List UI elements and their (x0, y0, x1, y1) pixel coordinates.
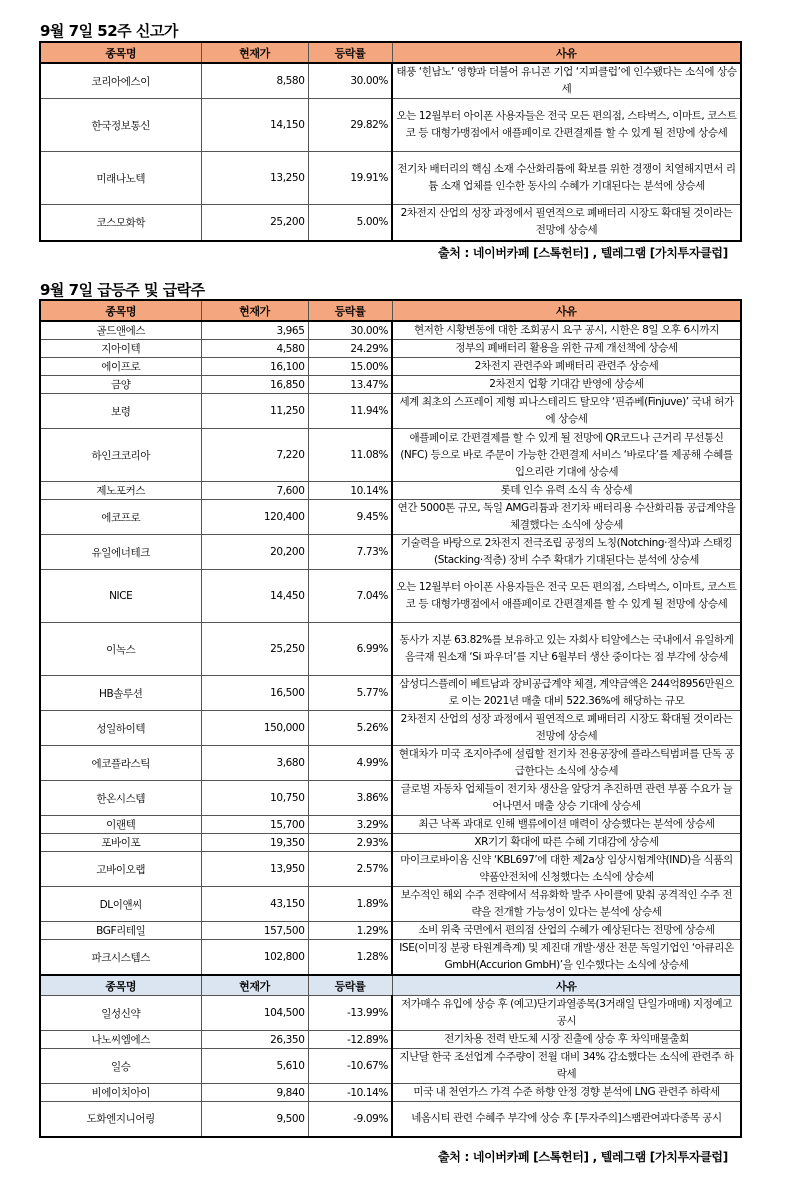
stock-price: 13,250 (201, 152, 308, 205)
stock-name: 에코프로 (40, 500, 201, 535)
stock-price: 13,950 (201, 852, 308, 887)
high52-table (39, 41, 742, 242)
table-row (40, 429, 741, 482)
col-header-price: 현재가 (201, 42, 308, 63)
stock-reason: 롯데 인수 유력 소식 속 상승세 (392, 482, 741, 500)
stock-change: -12.89% (308, 1031, 392, 1049)
stock-change: 11.08% (308, 429, 392, 482)
stock-name: 고바이오랩 (40, 852, 201, 887)
stock-change: 19.91% (308, 152, 392, 205)
stock-reason: 연간 5000톤 규모, 독일 AMG리튬과 전기차 배터리용 수산화리튬 공급계약을 체결했다는 소식에 상승세 (392, 500, 741, 535)
stock-reason: 글로벌 자동차 업체들이 전기차 생산을 앞당겨 추진하면 관련 부품 수요가 늘어나면서 매출 상승 기대에 상승세 (392, 781, 741, 816)
table-row (40, 570, 741, 623)
table-row (40, 394, 741, 429)
stock-change: 1.28% (308, 940, 392, 976)
stock-price: 150,000 (201, 711, 308, 746)
table-row (40, 63, 741, 99)
table-row (40, 623, 741, 676)
stock-change: 6.99% (308, 623, 392, 676)
table-row (40, 99, 741, 152)
stock-change: 15.00% (308, 358, 392, 376)
stock-price: 5,610 (201, 1049, 308, 1084)
stock-change: 30.00% (308, 63, 392, 99)
stock-change: 5.77% (308, 676, 392, 711)
table-row (40, 940, 741, 976)
stock-reason: 현대차가 미국 조지아주에 설립할 전기차 전용공장에 플라스틱범퍼를 단독 공급한다는 소식에 상승세 (392, 746, 741, 781)
stock-reason: 보수적인 해외 수주 전략에서 석유화학 발주 사이클에 맞춰 공격적인 수주 전략을 전개할 가능성이 있다는 분석에 상승세 (392, 887, 741, 922)
stock-reason: 2차전지 산업의 성장 과정에서 필연적으로 폐배터리 시장도 확대될 것이라는 전망에 상승세 (392, 711, 741, 746)
stock-price: 26,350 (201, 1031, 308, 1049)
stock-change: 29.82% (308, 99, 392, 152)
stock-price: 25,250 (201, 623, 308, 676)
stock-name: 이녹스 (40, 623, 201, 676)
table-row (40, 781, 741, 816)
stock-name: 코리아에스이 (40, 63, 201, 99)
col-header-price: 현재가 (201, 975, 308, 996)
table-row (40, 922, 741, 940)
stock-reason: 소비 위축 국면에서 편의점 산업의 수혜가 예상된다는 전망에 상승세 (392, 922, 741, 940)
stock-change: 24.29% (308, 340, 392, 358)
stock-price: 102,800 (201, 940, 308, 976)
stock-reason: 지난달 한국 조선업계 수주량이 전월 대비 34% 감소했다는 소식에 관련주 하락세 (392, 1049, 741, 1084)
stock-change: 10.14% (308, 482, 392, 500)
col-header-reason: 사유 (392, 300, 741, 321)
table-row (40, 746, 741, 781)
stock-change: 4.99% (308, 746, 392, 781)
stock-name: 한국정보통신 (40, 99, 201, 152)
stock-price: 11,250 (201, 394, 308, 429)
stock-reason: 전기차용 전력 반도체 시장 진출에 상승 후 차익매물출회 (392, 1031, 741, 1049)
stock-reason: 최근 낙폭 과대로 인해 밸류에이션 매력이 상승했다는 분석에 상승세 (392, 816, 741, 834)
stock-reason: 저가매수 유입에 상승 후 (예고)단기과열종목(3거래일 단일가매매) 지정예고 공시 (392, 996, 741, 1031)
stock-change: -10.14% (308, 1084, 392, 1102)
stock-name: 에코플라스틱 (40, 746, 201, 781)
stock-price: 14,450 (201, 570, 308, 623)
stock-change: 7.04% (308, 570, 392, 623)
col-header-change: 등락률 (308, 42, 392, 63)
stock-name: BGF리테일 (40, 922, 201, 940)
stock-name: 하인크코리아 (40, 429, 201, 482)
movers-source: 출처 : 네이버카페 [스톡헌터] , 텔레그램 [가치투자클럽] (438, 1150, 728, 1164)
stock-reason: 태풍 ‘힌남노’ 영향과 더불어 유니콘 기업 ‘지피클럽’에 인수됐다는 소식에 상승세 (392, 63, 741, 99)
stock-name: 금양 (40, 376, 201, 394)
table-row (40, 500, 741, 535)
table-row (40, 676, 741, 711)
stock-price: 7,600 (201, 482, 308, 500)
stock-reason: 기술력을 바탕으로 2차전지 전극조립 공정의 노칭(Notching·절삭)과 스태킹(Stacking·적층) 장비 수주 확대가 기대된다는 분석에 상승세 (392, 535, 741, 570)
stock-reason: 미국 내 천연가스 가격 수준 하향 안정 경향 분석에 LNG 관련주 하락세 (392, 1084, 741, 1102)
stock-reason: 세계 최초의 스프레이 제형 피나스테리드 탈모약 ‘핀쥬베(Finjuve)’ 국내 허가에 상승세 (392, 394, 741, 429)
stock-reason: 애플페이로 간편결제를 할 수 있게 될 전망에 QR코드나 근거리 무선통신(NFC) 등으로 바로 주문이 가능한 간편결제 서비스 ‘바로다’를 제공해 수혜를 입으리란 기대에 상승세 (392, 429, 741, 482)
movers-down-header-row (40, 975, 741, 996)
stock-change: 1.29% (308, 922, 392, 940)
stock-change: 5.00% (308, 205, 392, 241)
stock-price: 16,500 (201, 676, 308, 711)
stock-name: 성일하이텍 (40, 711, 201, 746)
stock-name: 보령 (40, 394, 201, 429)
stock-change: 11.94% (308, 394, 392, 429)
stock-name: 지아이텍 (40, 340, 201, 358)
stock-change: -9.09% (308, 1102, 392, 1137)
stock-price: 16,850 (201, 376, 308, 394)
stock-reason: 오는 12월부터 아이폰 사용자들은 전국 모든 편의점, 스타벅스, 이마트, 코스트코 등 대형가맹점에서 애플페이로 간편결제를 할 수 있게 될 전망에 상승세 (392, 99, 741, 152)
high52-title: 9월 7일 52주 신고가 (40, 22, 178, 40)
stock-name: 코스모화학 (40, 205, 201, 241)
stock-price: 8,580 (201, 63, 308, 99)
stock-change: 30.00% (308, 321, 392, 340)
stock-change: 9.45% (308, 500, 392, 535)
col-header-change: 등락률 (308, 300, 392, 321)
stock-reason: 오는 12월부터 아이폰 사용자들은 전국 모든 편의점, 스타벅스, 이마트, 코스트코 등 대형가맹점에서 애플페이로 간편결제를 할 수 있게 될 전망에 상승세 (392, 570, 741, 623)
stock-price: 25,200 (201, 205, 308, 241)
table-row (40, 152, 741, 205)
stock-change: 13.47% (308, 376, 392, 394)
stock-name: NICE (40, 570, 201, 623)
col-header-name: 종목명 (40, 42, 201, 63)
stock-name: 제노포커스 (40, 482, 201, 500)
table-row (40, 816, 741, 834)
table-row (40, 1102, 741, 1137)
high52-source: 출처 : 네이버카페 [스톡헌터] , 텔레그램 [가치투자클럽] (438, 246, 728, 260)
stock-name: 파크시스템스 (40, 940, 201, 976)
stock-price: 16,100 (201, 358, 308, 376)
stock-name: HB솔루션 (40, 676, 201, 711)
stock-name: 한온시스템 (40, 781, 201, 816)
col-header-price: 현재가 (201, 300, 308, 321)
stock-price: 19,350 (201, 834, 308, 852)
table-row (40, 711, 741, 746)
stock-price: 43,150 (201, 887, 308, 922)
stock-price: 3,680 (201, 746, 308, 781)
stock-change: 3.29% (308, 816, 392, 834)
stock-change: 5.26% (308, 711, 392, 746)
stock-name: 이랜텍 (40, 816, 201, 834)
stock-change: 2.57% (308, 852, 392, 887)
movers-up-header-row (40, 300, 741, 321)
stock-name: DL이앤씨 (40, 887, 201, 922)
stock-price: 3,965 (201, 321, 308, 340)
stock-reason: XR기기 확대에 따른 수혜 기대감에 상승세 (392, 834, 741, 852)
stock-reason: 전기차 배터리의 핵심 소재 수산화리튬에 확보를 위한 경쟁이 치열해지면서 리튬 소재 업체를 인수한 동사의 수혜가 기대된다는 분석에 상승세 (392, 152, 741, 205)
stock-price: 4,580 (201, 340, 308, 358)
stock-change: 3.86% (308, 781, 392, 816)
table-row (40, 1049, 741, 1084)
movers-title: 9월 7일 급등주 및 급락주 (40, 281, 205, 299)
stock-name: 나노씨엠에스 (40, 1031, 201, 1049)
high52-header-row (40, 42, 741, 63)
table-row (40, 852, 741, 887)
table-row (40, 321, 741, 340)
stock-change: -13.99% (308, 996, 392, 1031)
table-row (40, 834, 741, 852)
table-row (40, 1031, 741, 1049)
table-row (40, 482, 741, 500)
stock-name: 유일에너테크 (40, 535, 201, 570)
stock-price: 14,150 (201, 99, 308, 152)
table-row (40, 376, 741, 394)
stock-change: -10.67% (308, 1049, 392, 1084)
col-header-reason: 사유 (392, 975, 741, 996)
table-row (40, 1084, 741, 1102)
stock-price: 157,500 (201, 922, 308, 940)
stock-reason: 2차전지 산업의 성장 과정에서 필연적으로 폐배터리 시장도 확대될 것이라는 전망에 상승세 (392, 205, 741, 241)
stock-name: 포바이포 (40, 834, 201, 852)
stock-price: 104,500 (201, 996, 308, 1031)
stock-reason: 현저한 시황변동에 대한 조회공시 요구 공시, 시한은 8일 오후 6시까지 (392, 321, 741, 340)
table-row (40, 358, 741, 376)
stock-reason: 삼성디스플레이 베트남과 장비공급계약 체결, 계약금액은 244억8956만원으로 이는 2021년 매출 대비 522.36%에 해당하는 규모 (392, 676, 741, 711)
table-row (40, 887, 741, 922)
stock-reason: 정부의 폐배터리 활용을 위한 규제 개선책에 상승세 (392, 340, 741, 358)
stock-reason: 동사가 지분 63.82%를 보유하고 있는 자회사 티알에스는 국내에서 유일하게 음극재 원소재 ‘Si 파우더’를 지난 6월부터 생산 중이다는 점 부각에 상승세 (392, 623, 741, 676)
table-row (40, 996, 741, 1031)
stock-reason: 네옴시티 관련 수혜주 부각에 상승 후 [투자주의]스팸관여과다종목 공시 (392, 1102, 741, 1137)
stock-price: 9,500 (201, 1102, 308, 1137)
table-row (40, 205, 741, 241)
col-header-name: 종목명 (40, 975, 201, 996)
table-row (40, 340, 741, 358)
stock-reason: 2차전지 관련주와 폐배터리 관련주 상승세 (392, 358, 741, 376)
stock-price: 20,200 (201, 535, 308, 570)
col-header-reason: 사유 (392, 42, 741, 63)
stock-reason: ISE(이미징 분광 타원계측계) 및 제진대 개발·생산 전문 독일기업인 ‘아큐리온GmbH(Accurion GmbH)’을 인수했다는 소식에 상승세 (392, 940, 741, 976)
stock-price: 9,840 (201, 1084, 308, 1102)
stock-change: 2.93% (308, 834, 392, 852)
stock-name: 비에이치아이 (40, 1084, 201, 1102)
stock-price: 7,220 (201, 429, 308, 482)
col-header-name: 종목명 (40, 300, 201, 321)
stock-change: 1.89% (308, 887, 392, 922)
stock-name: 일승 (40, 1049, 201, 1084)
stock-reason: 2차전지 업황 기대감 반영에 상승세 (392, 376, 741, 394)
stock-name: 일성신약 (40, 996, 201, 1031)
stock-price: 120,400 (201, 500, 308, 535)
stock-name: 골드앤에스 (40, 321, 201, 340)
stock-price: 10,750 (201, 781, 308, 816)
stock-name: 에이프로 (40, 358, 201, 376)
stock-price: 15,700 (201, 816, 308, 834)
col-header-change: 등락률 (308, 975, 392, 996)
stock-name: 도화엔지니어링 (40, 1102, 201, 1137)
stock-change: 7.73% (308, 535, 392, 570)
stock-name: 미래나노텍 (40, 152, 201, 205)
stock-reason: 마이크로바이옴 신약 ‘KBL697’에 대한 제2a상 임상시험계약(IND)을 식품의약품안전처에 신청했다는 소식에 상승세 (392, 852, 741, 887)
table-row (40, 535, 741, 570)
movers-table (39, 299, 742, 1138)
